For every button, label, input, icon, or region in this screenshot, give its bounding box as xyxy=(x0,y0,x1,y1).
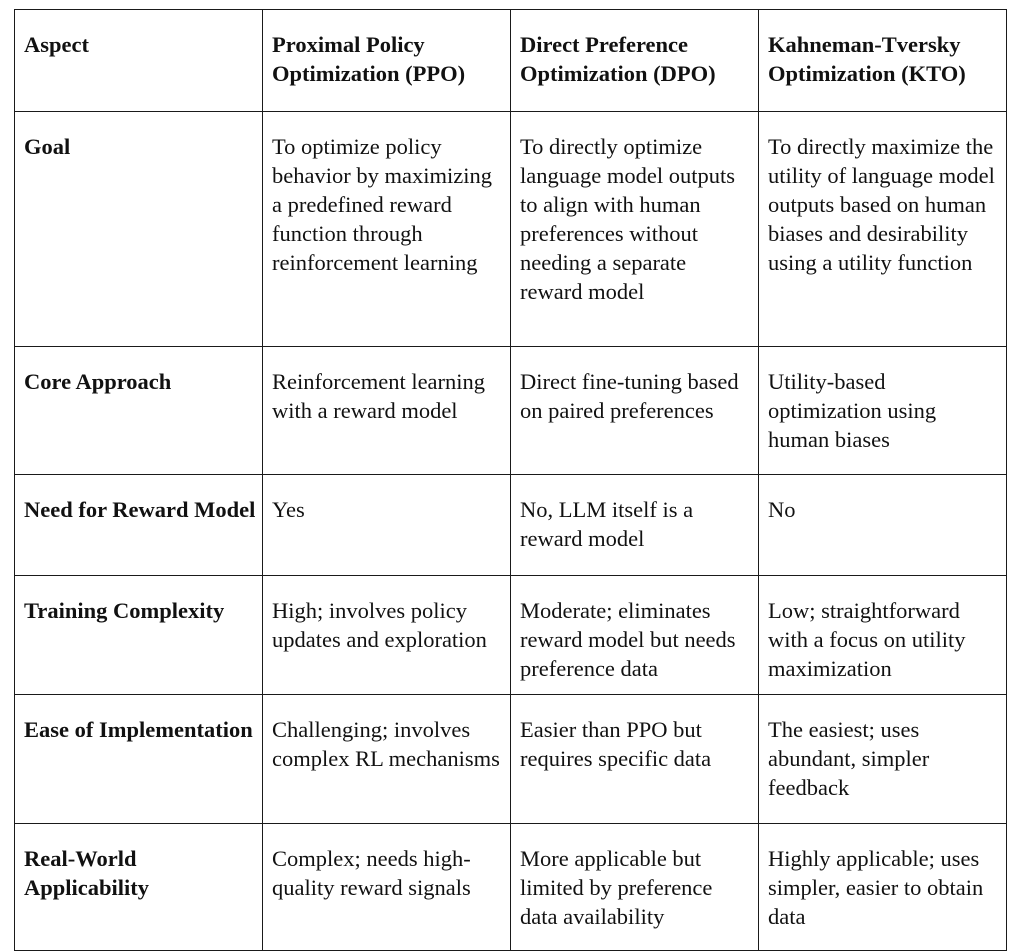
cell-ppo-training-complexity: High; involves policy updates and exploration xyxy=(263,576,511,695)
header-aspect: Aspect xyxy=(15,10,263,112)
cell-ppo-goal: To optimize policy behavior by maximizing a predefined reward function through reinforcement learning xyxy=(263,112,511,347)
row-label-ease-of-implementation: Ease of Implementation xyxy=(15,695,263,824)
cell-dpo-core-approach: Direct fine-tuning based on paired preferences xyxy=(511,347,759,475)
cell-dpo-real-world-applicability: More applicable but limited by preference data availability xyxy=(511,824,759,951)
table-header-row xyxy=(15,10,1007,112)
table-row xyxy=(15,347,1007,475)
cell-ppo-need-for-reward-model: Yes xyxy=(263,475,511,576)
cell-kto-core-approach: Utility-based optimization using human biases xyxy=(759,347,1007,475)
cell-kto-real-world-applicability: Highly applicable; uses simpler, easier to obtain data xyxy=(759,824,1007,951)
header-dpo: Direct Preference Optimization (DPO) xyxy=(511,10,759,112)
table-row xyxy=(15,695,1007,824)
cell-ppo-real-world-applicability: Complex; needs high-quality reward signals xyxy=(263,824,511,951)
cell-kto-goal: To directly maximize the utility of language model outputs based on human biases and desirability using a utility function xyxy=(759,112,1007,347)
row-label-training-complexity: Training Complexity xyxy=(15,576,263,695)
row-label-core-approach: Core Approach xyxy=(15,347,263,475)
cell-kto-ease-of-implementation: The easiest; uses abundant, simpler feedback xyxy=(759,695,1007,824)
table-row xyxy=(15,475,1007,576)
cell-ppo-ease-of-implementation: Challenging; involves complex RL mechanisms xyxy=(263,695,511,824)
table-row xyxy=(15,824,1007,951)
table-row xyxy=(15,112,1007,347)
cell-dpo-goal: To directly optimize language model outputs to align with human preferences without needing a separate reward model xyxy=(511,112,759,347)
cell-ppo-core-approach: Reinforcement learning with a reward model xyxy=(263,347,511,475)
table-row xyxy=(15,576,1007,695)
cell-dpo-ease-of-implementation: Easier than PPO but requires specific data xyxy=(511,695,759,824)
header-ppo: Proximal Policy Optimization (PPO) xyxy=(263,10,511,112)
row-label-goal: Goal xyxy=(15,112,263,347)
cell-dpo-training-complexity: Moderate; eliminates reward model but needs preference data xyxy=(511,576,759,695)
comparison-table-container xyxy=(14,9,1007,951)
row-label-real-world-applicability: Real-World Applicability xyxy=(15,824,263,951)
cell-kto-need-for-reward-model: No xyxy=(759,475,1007,576)
comparison-table xyxy=(14,9,1007,951)
cell-kto-training-complexity: Low; straightforward with a focus on utility maximization xyxy=(759,576,1007,695)
cell-dpo-need-for-reward-model: No, LLM itself is a reward model xyxy=(511,475,759,576)
row-label-need-for-reward-model: Need for Reward Model xyxy=(15,475,263,576)
header-kto: Kahneman-Tversky Optimization (KTO) xyxy=(759,10,1007,112)
